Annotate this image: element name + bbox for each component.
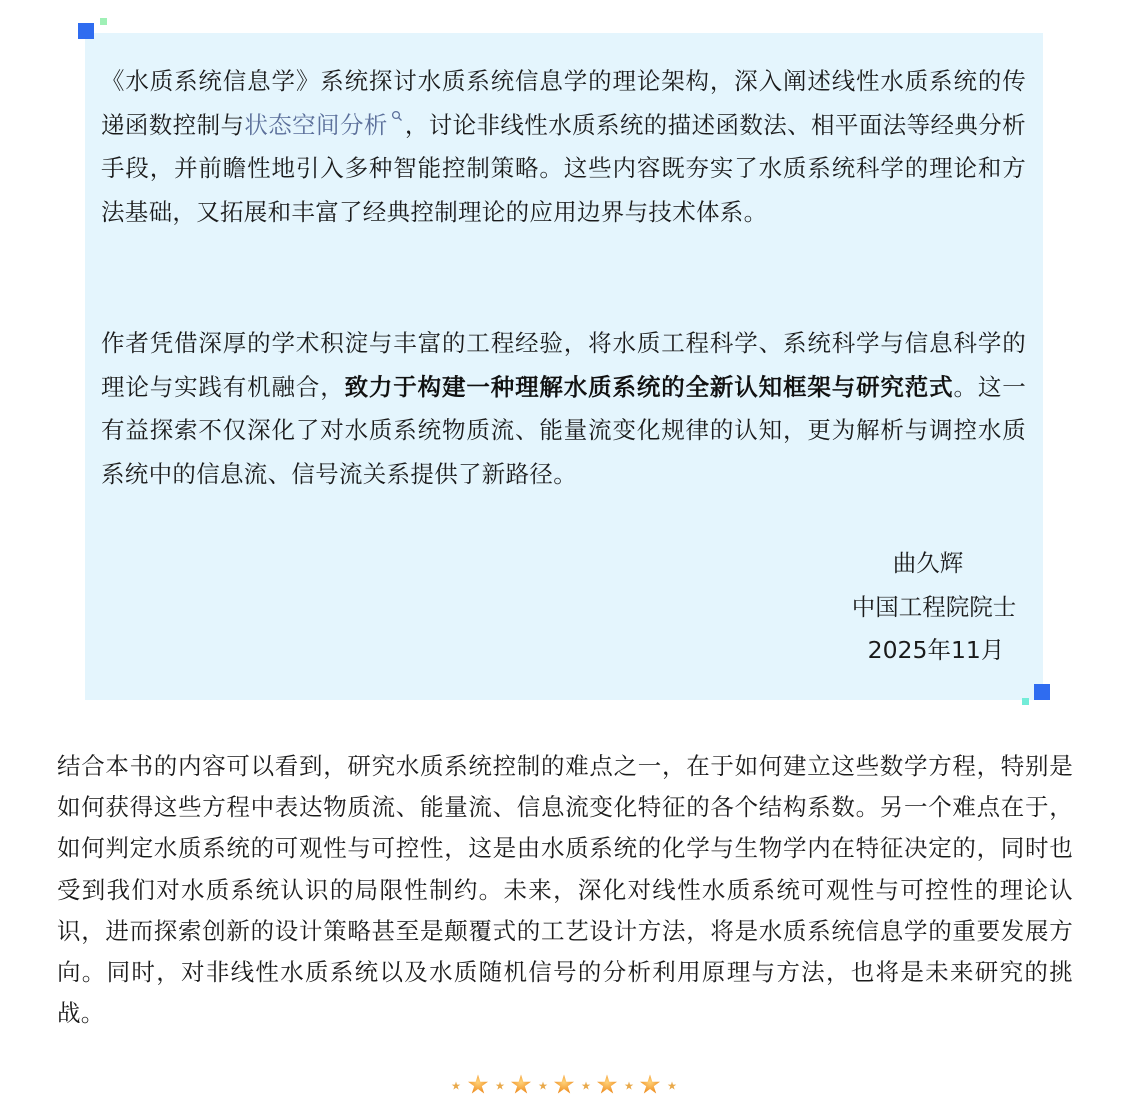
- star-large-icon: [554, 1075, 574, 1094]
- signature-title: 中国工程院院士: [851, 593, 1017, 621]
- corner-accent-top-left-small: [100, 18, 107, 25]
- signature-name: 曲久辉: [892, 549, 964, 577]
- star-divider-icon: [447, 1072, 682, 1100]
- corner-accent-top-left: [78, 23, 94, 39]
- star-small-icon: [539, 1082, 548, 1090]
- corner-accent-bottom-right-small: [1022, 698, 1029, 705]
- quote-p1-text-start: 《水质系统信息学》系统探讨水质系统信息学的理论架构，深入阐述线性水质系统的传递函数控制与: [101, 67, 1026, 139]
- star-small-icon: [625, 1082, 634, 1090]
- quote-paragraph-1: [101, 60, 1026, 235]
- quote-p2-text-end: 。这一有益探索不仅深化了对水质系统物质流、能量流变化规律的认知，更为解析与调控水质系统中的信息流、信号流关系提供了新路径。: [101, 372, 1027, 489]
- star-small-icon: [668, 1082, 677, 1090]
- search-icon[interactable]: [391, 110, 403, 122]
- quote-p2-text-start: 作者凭借深厚的学术积淀与丰富的工程经验，将水质工程科学、系统科学与信息科学的理论与实践有机融合，: [101, 329, 1026, 401]
- star-small-icon: [496, 1082, 505, 1090]
- corner-accent-bottom-right: [1034, 684, 1050, 700]
- star-small-icon: [582, 1082, 591, 1090]
- star-large-icon: [597, 1075, 617, 1094]
- star-large-icon: [511, 1075, 531, 1094]
- signature-date: 2025年11月: [867, 636, 1005, 664]
- quote-paragraph-2: [101, 322, 1026, 497]
- quote-p2-bold-text: 致力于构建一种理解水质系统的全新认知框架与研究范式: [344, 372, 954, 401]
- star-small-icon: [452, 1082, 461, 1090]
- star-large-icon: [468, 1075, 488, 1094]
- body-paragraph: 结合本书的内容可以看到，研究水质系统控制的难点之一，在于如何建立这些数学方程，特别是如何获得这些方程中表达物质流、能量流、信息流变化特征的各个结构系数。另一个难点在于，如何判定水质系统的可观性与可控性，这是由水质系统的化学与生物学内在特征决定的，同时也受到我们对水质系统认识的局限性制约。未来，深化对线性水质系统可观性与可控性的理论认识，进而探索创新的设计策略甚至是颠覆式的工艺设计方法，将是水质系统信息学的重要发展方向。同时，对非线性水质系统以及水质随机信号的分析利用原理与方法，也将是未来研究的挑战。: [57, 752, 1073, 1028]
- star-large-icon: [640, 1075, 660, 1094]
- keyword-link[interactable]: 状态空间分析: [244, 110, 388, 139]
- quote-p1-text-end: ，讨论非线性水质系统的描述函数法、相平面法等经典分析手段，并前瞻性地引入多种智能控制策略。这些内容既夯实了水质系统科学的理论和方法基础，又拓展和丰富了经典控制理论的应用边界与技术体系。: [101, 110, 1026, 227]
